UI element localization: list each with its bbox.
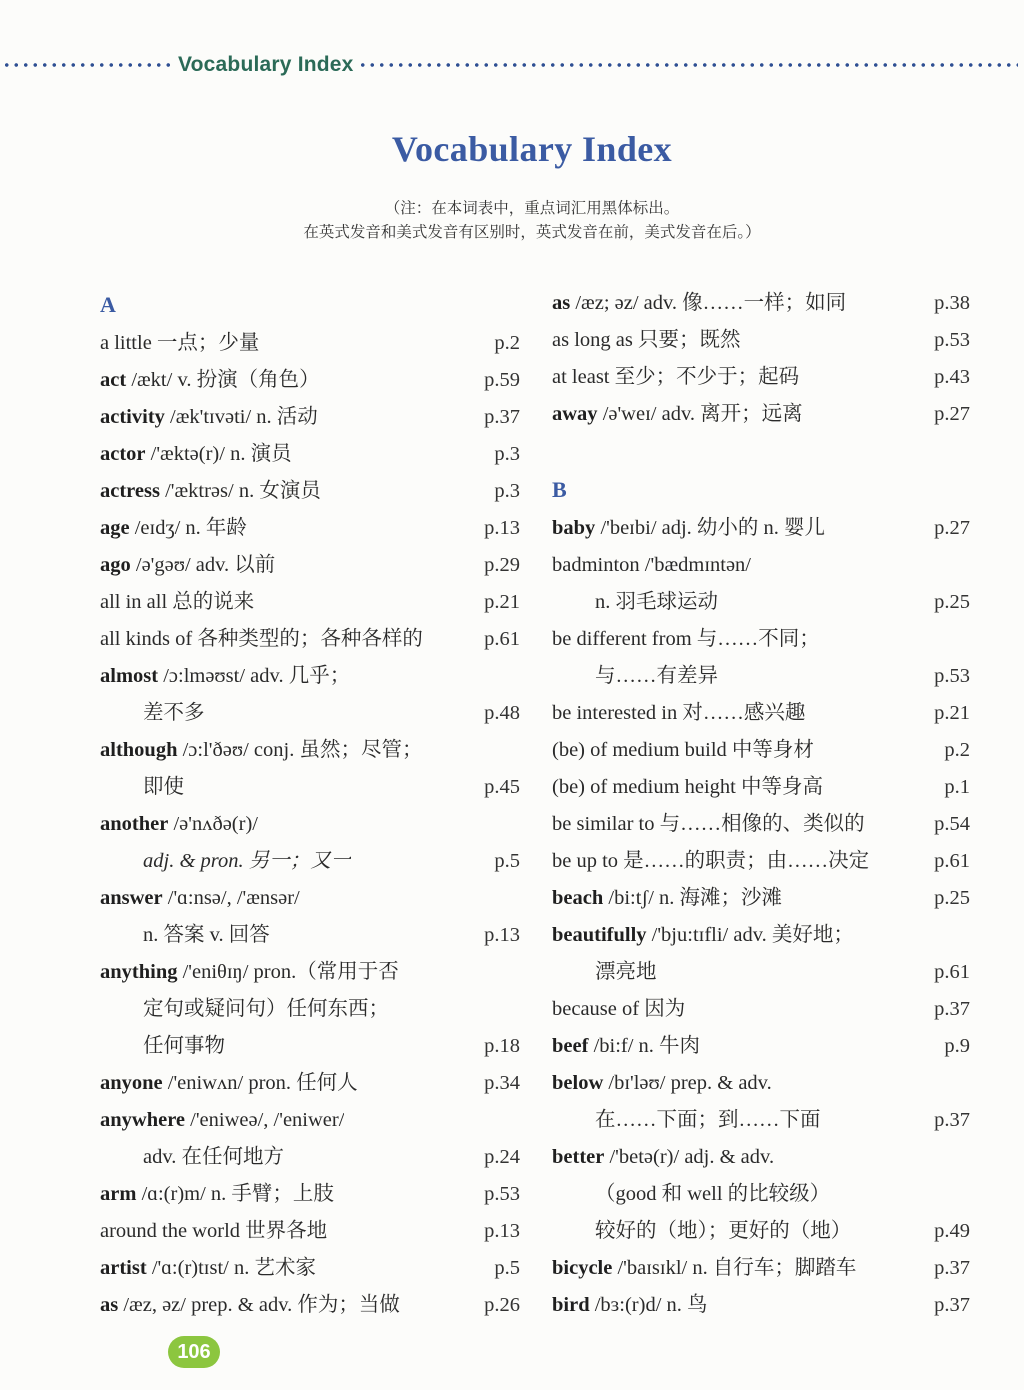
note-line-2: 在英式发音和美式发音有区别时，英式发音在前，美式发音在后。） xyxy=(303,224,761,241)
page-ref: p.1 xyxy=(944,776,970,798)
list-item: beef /bi:f/ n. 牛肉 p.9 xyxy=(552,1028,970,1065)
page-ref: p.45 xyxy=(484,776,520,798)
page-ref: p.5 xyxy=(494,1257,520,1279)
page-ref: p.2 xyxy=(944,739,970,761)
list-item: because of 因为 p.37 xyxy=(552,991,970,1028)
list-item: adj. & pron. 另一；又一 p.5 xyxy=(100,843,520,880)
list-item: artist /'ɑ:(r)tɪst/ n. 艺术家 p.5 xyxy=(100,1250,520,1287)
page-ref: p.26 xyxy=(484,1294,520,1316)
page-ref: p.48 xyxy=(484,702,520,724)
page-ref: p.37 xyxy=(934,998,970,1020)
page-ref: p.61 xyxy=(934,850,970,872)
page-ref: p.37 xyxy=(484,406,520,428)
list-item: be similar to 与……相像的、类似的 p.54 xyxy=(552,806,970,843)
list-item: actor /'æktə(r)/ n. 演员 p.3 xyxy=(100,436,520,473)
page-ref: p.37 xyxy=(934,1294,970,1316)
list-item: beautifully /'bju:tɪfli/ adv. 美好地； xyxy=(552,924,854,946)
list-item: 与……有差异 p.53 xyxy=(552,658,970,695)
list-item: badminton /'bædmɪntən/ xyxy=(552,554,752,576)
list-item: n. 羽毛球运动 p.25 xyxy=(552,584,970,621)
list-item: actress /'æktrəs/ n. 女演员 p.3 xyxy=(100,473,520,510)
list-item: ago /ə'gəʊ/ adv. 以前 p.29 xyxy=(100,547,520,584)
left-column xyxy=(100,285,520,1324)
list-item: below /bɪ'ləʊ/ prep. & adv. xyxy=(552,1072,772,1094)
list-item: baby /'beɪbi/ adj. 幼小的 n. 婴儿 p.27 xyxy=(552,510,970,547)
page-ref: p.3 xyxy=(494,443,520,465)
list-item: adv. 在任何地方 p.24 xyxy=(100,1139,520,1176)
note-line-1: （注：在本词表中，重点词汇用黑体标出。 xyxy=(384,200,680,217)
list-item: 任何事物 p.18 xyxy=(100,1028,520,1065)
list-item: activity /æk'tɪvəti/ n. 活动 p.37 xyxy=(100,399,520,436)
list-item: (be) of medium build 中等身材 p.2 xyxy=(552,732,970,769)
page-title: Vocabulary Index xyxy=(391,129,673,169)
list-item: anyone /'eniwʌn/ pron. 任何人 p.34 xyxy=(100,1065,520,1102)
page-ref: p.53 xyxy=(484,1183,520,1205)
list-item: almost /ɔ:lməʊst/ adv. 几乎； xyxy=(100,665,351,687)
page-number-badge: 106 xyxy=(168,1336,220,1368)
page-ref: p.34 xyxy=(484,1072,520,1094)
list-item: another /ə'nʌðə(r)/ xyxy=(100,813,258,835)
page-ref: p.2 xyxy=(494,332,520,354)
list-item: arm /ɑ:(r)m/ n. 手臂；上肢 p.53 xyxy=(100,1176,520,1213)
page-ref: p.13 xyxy=(484,1220,520,1242)
page-ref: p.25 xyxy=(934,887,970,909)
page-ref: p.9 xyxy=(944,1035,970,1057)
list-item: be up to 是……的职责；由……决定 p.61 xyxy=(552,843,970,880)
list-item: age /eɪdʒ/ n. 年龄 p.13 xyxy=(100,510,520,547)
list-item: beach /bi:tʃ/ n. 海滩；沙滩 p.25 xyxy=(552,880,970,917)
list-item: 较好的（地）；更好的（地） p.49 xyxy=(552,1213,970,1250)
list-item: although /ɔ:l'ðəʊ/ conj. 虽然；尽管； xyxy=(100,739,423,761)
page-ref: p.61 xyxy=(934,961,970,983)
page-ref: p.3 xyxy=(494,480,520,502)
list-item: away /ə'weɪ/ adv. 离开；远离 p.27 xyxy=(552,396,970,433)
section-letter-a: A xyxy=(100,292,116,317)
list-item: as /æz; əz/ adv. 像……一样；如同 p.38 xyxy=(552,285,970,322)
page-ref: p.53 xyxy=(934,329,970,351)
page-ref: p.37 xyxy=(934,1109,970,1131)
page-ref: p.13 xyxy=(484,517,520,539)
list-item: anything /'eniθɪŋ/ pron.（常用于否 xyxy=(100,961,399,983)
list-item: 定句或疑问句）任何东西； xyxy=(143,998,389,1020)
list-item: all in all 总的说来 p.21 xyxy=(100,584,520,621)
page-ref: p.25 xyxy=(934,591,970,613)
list-item: 漂亮地 p.61 xyxy=(552,954,970,991)
list-item: act /ækt/ v. 扮演（角色） p.59 xyxy=(100,362,520,399)
page-ref: p.18 xyxy=(484,1035,520,1057)
list-item: be interested in 对……感兴趣 p.21 xyxy=(552,695,970,732)
list-item: answer /'ɑ:nsə/, /'ænsər/ xyxy=(100,887,300,909)
page-ref: p.49 xyxy=(934,1220,970,1242)
section-gap xyxy=(552,433,970,470)
page-ref: p.5 xyxy=(494,850,520,872)
list-item: anywhere /'eniweə/, /'eniwer/ xyxy=(100,1109,345,1131)
page-ref: p.24 xyxy=(484,1146,520,1168)
section-letter-b: B xyxy=(552,477,567,502)
running-header-label: Vocabulary Index xyxy=(178,53,354,76)
list-item: at least 至少；不少于；起码 p.43 xyxy=(552,359,970,396)
list-item: 差不多 p.48 xyxy=(100,695,520,732)
page-ref: p.27 xyxy=(934,403,970,425)
page-ref: p.21 xyxy=(484,591,520,613)
page-ref: p.53 xyxy=(934,665,970,687)
list-item: 即使 p.45 xyxy=(100,769,520,806)
list-item: better /'betə(r)/ adj. & adv. xyxy=(552,1146,775,1168)
list-item: bicycle /'baɪsɪkl/ n. 自行车；脚踏车 p.37 xyxy=(552,1250,970,1287)
dotted-rule-right xyxy=(358,62,1018,68)
list-item: a little 一点；少量 p.2 xyxy=(100,325,520,362)
page-ref: p.13 xyxy=(484,924,520,946)
page-ref: p.37 xyxy=(934,1257,970,1279)
list-item: (be) of medium height 中等身高 p.1 xyxy=(552,769,970,806)
page-ref: p.27 xyxy=(934,517,970,539)
list-item: bird /bɜ:(r)d/ n. 鸟 p.37 xyxy=(552,1287,970,1324)
page-ref: p.21 xyxy=(934,702,970,724)
page-ref: p.59 xyxy=(484,369,520,391)
list-item: 在……下面；到……下面 p.37 xyxy=(552,1102,970,1139)
page-ref: p.43 xyxy=(934,366,970,388)
page-ref: p.61 xyxy=(484,628,520,650)
right-column xyxy=(552,285,970,1324)
running-header xyxy=(0,44,1024,86)
list-item: around the world 世界各地 p.13 xyxy=(100,1213,520,1250)
page-ref: p.29 xyxy=(484,554,520,576)
list-item: （good 和 well 的比较级） xyxy=(595,1183,831,1205)
list-item: be different from 与……不同； xyxy=(552,628,820,650)
list-item: all kinds of 各种类型的；各种各样的 p.61 xyxy=(100,621,520,658)
dotted-rule-left xyxy=(2,62,174,68)
list-item: as /æz, əz/ prep. & adv. 作为；当做 p.26 xyxy=(100,1287,520,1324)
list-item: n. 答案 v. 回答 p.13 xyxy=(100,917,520,954)
page-ref: p.38 xyxy=(934,292,970,314)
page-ref: p.54 xyxy=(934,813,970,835)
list-item: as long as 只要；既然 p.53 xyxy=(552,322,970,359)
